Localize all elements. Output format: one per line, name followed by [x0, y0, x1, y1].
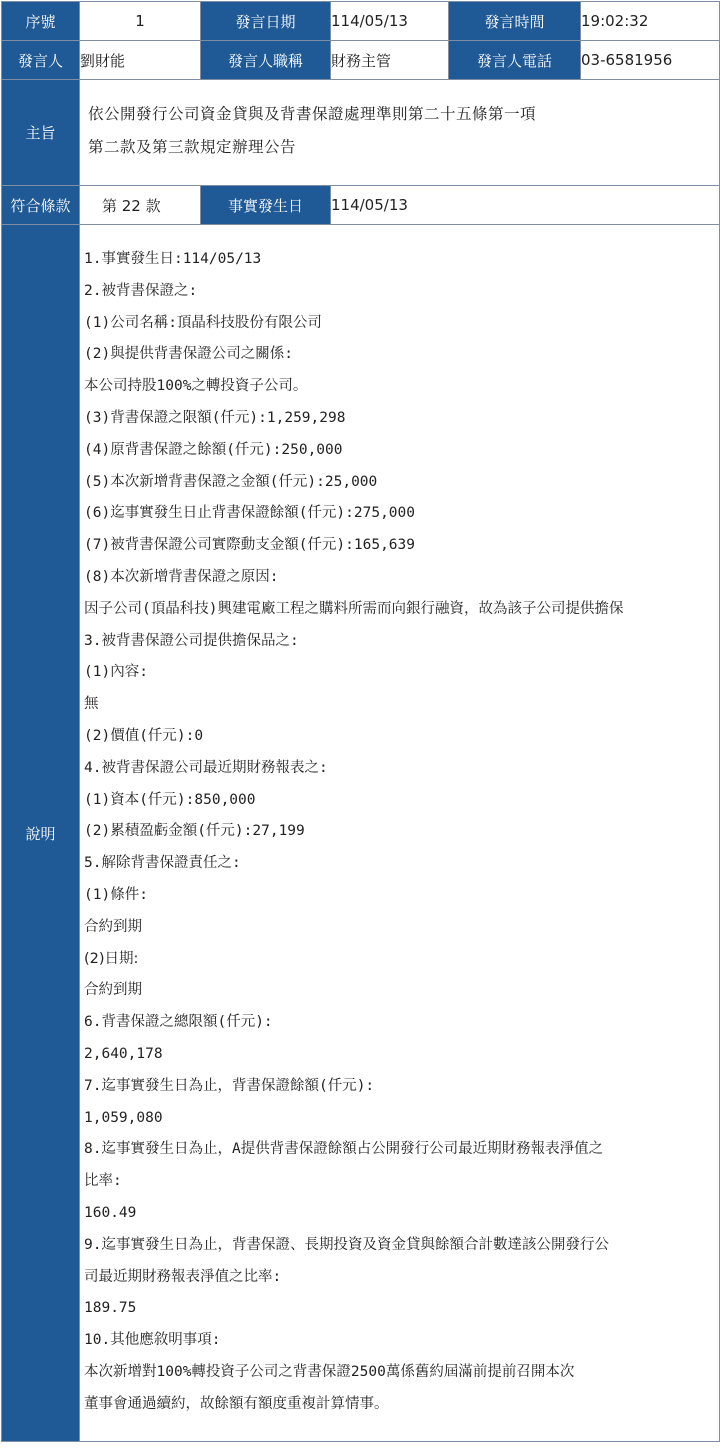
description-line: (4)原背書保證之餘額(仟元):250,000 [84, 441, 343, 458]
description-line: 無 [84, 696, 99, 713]
speaker-phone-label: 發言人電話 [449, 41, 581, 80]
description-line: 董事會通過續約，故餘額有額度重複計算情事。 [84, 1395, 389, 1412]
description-line: 2,640,178 [84, 1045, 163, 1062]
description-lines [80, 225, 719, 1420]
description-line: (1)資本(仟元):850,000 [84, 791, 256, 808]
description-line: (5)本次新增背書保證之金額(仟元):25,000 [84, 473, 378, 490]
speaker-label: 發言人 [2, 41, 80, 80]
description-line: (3)背書保證之限額(仟元):1,259,298 [84, 409, 346, 426]
speaker-title-label: 發言人職稱 [201, 41, 331, 80]
subject-cell [80, 80, 720, 186]
description-line: 2.被背書保證之: [84, 282, 198, 299]
description-line: (2)價值(仟元):0 [84, 727, 204, 744]
description-line: 比率: [84, 1173, 122, 1190]
fact-date-label: 事實發生日 [201, 186, 331, 225]
description-line: (8)本次新增背書保證之原因: [84, 568, 279, 585]
description-line: 合約到期 [84, 982, 142, 999]
description-line: 合約到期 [84, 918, 142, 935]
speaker-phone-value: 03-6581956 [581, 41, 720, 80]
description-line: 8.迄事實發生日為止，A提供背書保證餘額占公開發行公司最近期財務報表淨值之 [84, 1141, 604, 1158]
speaker-title-value: 財務主管 [331, 41, 449, 80]
date-label: 發言日期 [201, 2, 331, 41]
subject-line-1: 依公開發行公司資金貸與及背書保證處理準則第二十五條第一項 [88, 105, 537, 123]
description-line: (1)內容: [84, 664, 148, 681]
description-line: 本公司持股100%之轉投資子公司。 [84, 378, 308, 395]
description-line: 因子公司(頂晶科技)興建電廠工程之購料所需而向銀行融資，故為該子公司提供擔保 [84, 600, 624, 617]
description-line: (2)累積盈虧金額(仟元):27,199 [84, 823, 305, 840]
description-line: 6.背書保證之總限額(仟元): [84, 1014, 273, 1031]
description-line: (6)迄事實發生日止背書保證餘額(仟元):275,000 [84, 505, 415, 522]
clause-value: 第 22 款 [80, 186, 201, 225]
description-line: (2)與提供背書保證公司之關係: [84, 346, 293, 363]
subject-label: 主旨 [2, 80, 80, 186]
description-line: 5.解除背書保證責任之: [84, 855, 241, 872]
time-value: 19:02:32 [581, 2, 720, 41]
announcement-table [1, 1, 720, 1442]
description-line: (1)條件: [84, 886, 148, 903]
subject-line-2: 第二款及第三款規定辦理公告 [88, 138, 297, 156]
description-cell [80, 225, 720, 1442]
description-line: 司最近期財務報表淨值之比率: [84, 1268, 282, 1285]
seq-label: 序號 [2, 2, 80, 41]
description-line: 本次新增對100%轉投資子公司之背書保證2500萬係舊約屆滿前提前召開本次 [84, 1363, 575, 1380]
description-line: 3.被背書保證公司提供擔保品之: [84, 632, 299, 649]
description-line: (7)被背書保證公司實際動支金額(仟元):165,639 [84, 537, 415, 554]
description-line: (1)公司名稱:頂晶科技股份有限公司 [84, 314, 322, 331]
description-line: 1,059,080 [84, 1109, 163, 1126]
description-line: 160.49 [84, 1204, 137, 1221]
description-line: 9.迄事實發生日為止，背書保證、長期投資及資金貸與餘額合計數達該公開發行公 [84, 1236, 609, 1253]
fact-date-value: 114/05/13 [331, 186, 720, 225]
description-line: 10.其他應敘明事項: [84, 1332, 221, 1349]
description-label: 說明 [2, 225, 80, 1442]
description-line: (2)日期: [84, 950, 139, 967]
description-line: 1.事實發生日:114/05/13 [84, 251, 262, 267]
description-line: 4.被背書保證公司最近期財務報表之: [84, 759, 328, 776]
clause-label: 符合條款 [2, 186, 80, 225]
description-line: 7.迄事實發生日為止，背書保證餘額(仟元): [84, 1077, 375, 1094]
seq-value: 1 [80, 2, 201, 41]
date-value: 114/05/13 [331, 2, 449, 41]
time-label: 發言時間 [449, 2, 581, 41]
speaker-value: 劉財能 [80, 41, 201, 80]
description-line: 189.75 [84, 1300, 137, 1317]
